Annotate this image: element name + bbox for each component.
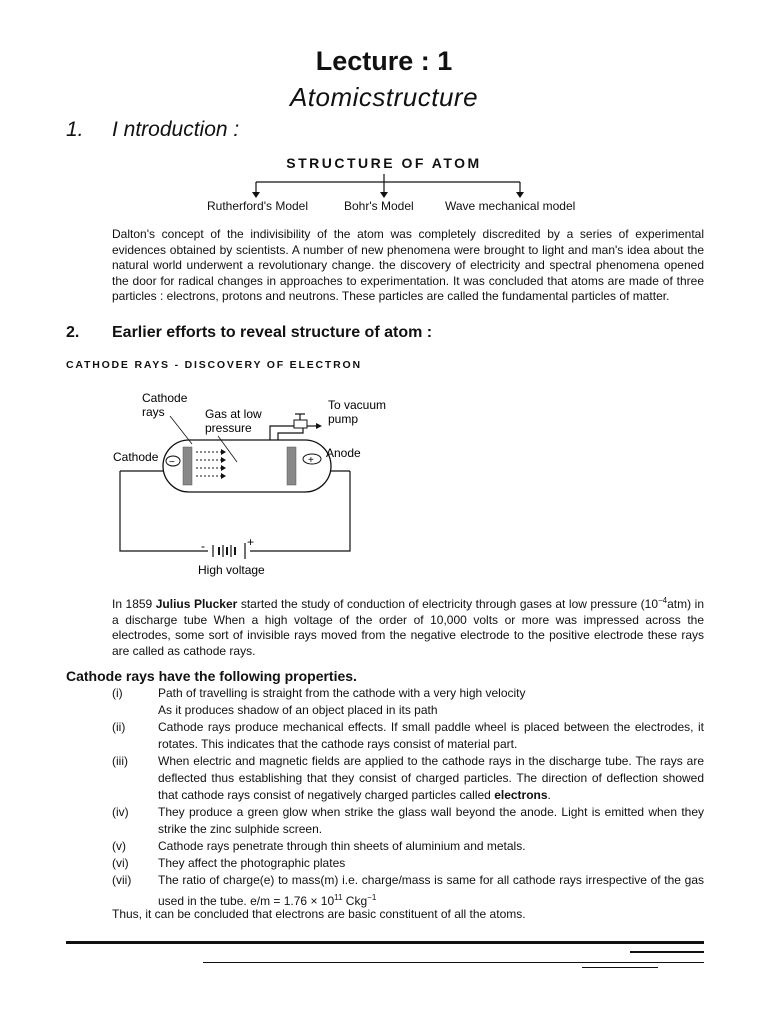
property-text: They produce a green glow when strike the glass wall beyond the anode. Light is emitted when they strike the zinc sulphide screen. [158, 805, 704, 836]
cathode-minus-sign: − [169, 457, 175, 468]
plucker-paragraph [112, 593, 704, 659]
section-1-title: I ntroduction : [112, 118, 240, 141]
property-item [112, 719, 704, 753]
property-number: (iii) [112, 754, 128, 768]
footer-rule-thin [203, 962, 704, 963]
property-item [112, 872, 704, 910]
property-sup-1: 11 [334, 893, 343, 902]
conclusion-text: Thus, it can be concluded that electrons are basic constituent of all the atoms. [112, 907, 526, 921]
model-wave-mechanical: Wave mechanical model [445, 199, 576, 213]
label-cathode-rays-2: rays [142, 405, 165, 419]
section-2-number: 2. [66, 324, 80, 341]
footer-rule-thick [66, 941, 704, 944]
properties-heading: Cathode rays have the following properties. [66, 668, 357, 684]
battery-icon [213, 543, 245, 559]
section-2-title: Earlier efforts to reveal structure of atom : [112, 324, 433, 341]
property-text: Cathode rays produce mechanical effects. If small paddle wheel is placed between the electrodes, it rotates. This indicates that the cathode rays consist of material part. [158, 720, 704, 751]
battery-minus-label: - [201, 539, 205, 553]
label-vacuum-1: To vacuum [328, 398, 387, 412]
model-bohr: Bohr's Model [344, 199, 414, 213]
plucker-text-1: In 1859 [112, 597, 156, 611]
property-text: Path of travelling is straight from the cathode with a very high velocity [158, 686, 526, 700]
property-item [112, 804, 704, 838]
property-text-line2: As it produces shadow of an object placed in its path [158, 703, 438, 717]
plucker-name: Julius Plucker [155, 597, 238, 611]
property-item [112, 685, 704, 719]
label-anode: Anode [326, 446, 361, 460]
label-cathode: Cathode [113, 450, 159, 464]
cathode-plate [183, 447, 192, 485]
property-item [112, 838, 704, 855]
cathode-rays-heading: CATHODE RAYS - DISCOVERY OF ELECTRON [66, 359, 362, 371]
property-bold-electrons: electrons [494, 788, 548, 802]
plucker-text-3: atm) in a discharge tube When a high voltage of the order of 10,000 volts or more was impressed across the electrodes, some sort of invisible rays moved from the negative electrode to the positive electrode these rays are called as cathode rays. [112, 597, 704, 658]
anode-plate [287, 447, 296, 485]
section-1-number: 1. [66, 118, 84, 141]
property-text: When electric and magnetic fields are applied to the cathode rays in the discharge tube. The rays are deflected thus establishing that they consist of charged particles. The direction of deflection showed that cathode rays consist of negatively charged particles called [158, 754, 704, 802]
battery-plus-label: + [247, 535, 255, 549]
section-2-heading [66, 324, 432, 342]
label-gas-1: Gas at low [205, 407, 262, 421]
property-number: (vi) [112, 856, 129, 870]
lecture-title: Lecture : 1 [315, 46, 453, 76]
property-number: (vii) [112, 873, 132, 887]
label-cathode-rays-1: Cathode [142, 391, 188, 405]
label-vacuum-2: pump [328, 412, 359, 426]
property-number: (i) [112, 686, 123, 700]
property-number: (v) [112, 839, 126, 853]
lecture-subtitle: Atomicstructure [289, 82, 479, 112]
plucker-exponent: −4 [658, 596, 668, 605]
label-gas-2: pressure [205, 421, 252, 435]
model-rutherford: Rutherford's Model [207, 199, 309, 213]
property-text-mid: Ckg [342, 894, 368, 908]
property-number: (ii) [112, 720, 126, 734]
plucker-text-2: started the study of conduction of electricity through gases at low pressure (10 [237, 597, 658, 611]
anode-plus-sign: + [308, 455, 314, 466]
stopcock-icon [294, 414, 322, 429]
property-text: Cathode rays penetrate through thin sheets of aluminium and metals. [158, 839, 526, 853]
intro-paragraph: Dalton's concept of the indivisibility of the atom was completely discredited by a series of experimental evidences obtained by scientists. A number of new phenomena were brought to light and man's idea about the natural world underwent a revolutionary change. the discovery of electricity and spectral phenomena opened the door for radical changes in approaches to experimentation. It was concluded that atoms are made of three particles : electrons, protons and neutrons. These particles are called the fundamental particles of matter. [112, 227, 704, 304]
footer-rule-short [630, 951, 704, 953]
property-text: They affect the photographic plates [158, 856, 346, 870]
structure-heading: STRUCTURE OF ATOM [286, 155, 482, 171]
section-1-heading [66, 118, 239, 142]
property-number: (iv) [112, 805, 129, 819]
high-voltage-label: High voltage [198, 563, 265, 577]
property-item [112, 753, 704, 804]
property-text-tail: . [547, 788, 551, 802]
property-item [112, 855, 704, 872]
property-sup-2: −1 [367, 893, 377, 902]
discharge-tube-diagram [100, 384, 420, 584]
property-text: The ratio of charge(e) to mass(m) i.e. charge/mass is same for all cathode rays irrespective of the gas used in the tube. e/m = 1.76 × 10 [158, 873, 704, 908]
footer-rule-small [582, 967, 658, 968]
